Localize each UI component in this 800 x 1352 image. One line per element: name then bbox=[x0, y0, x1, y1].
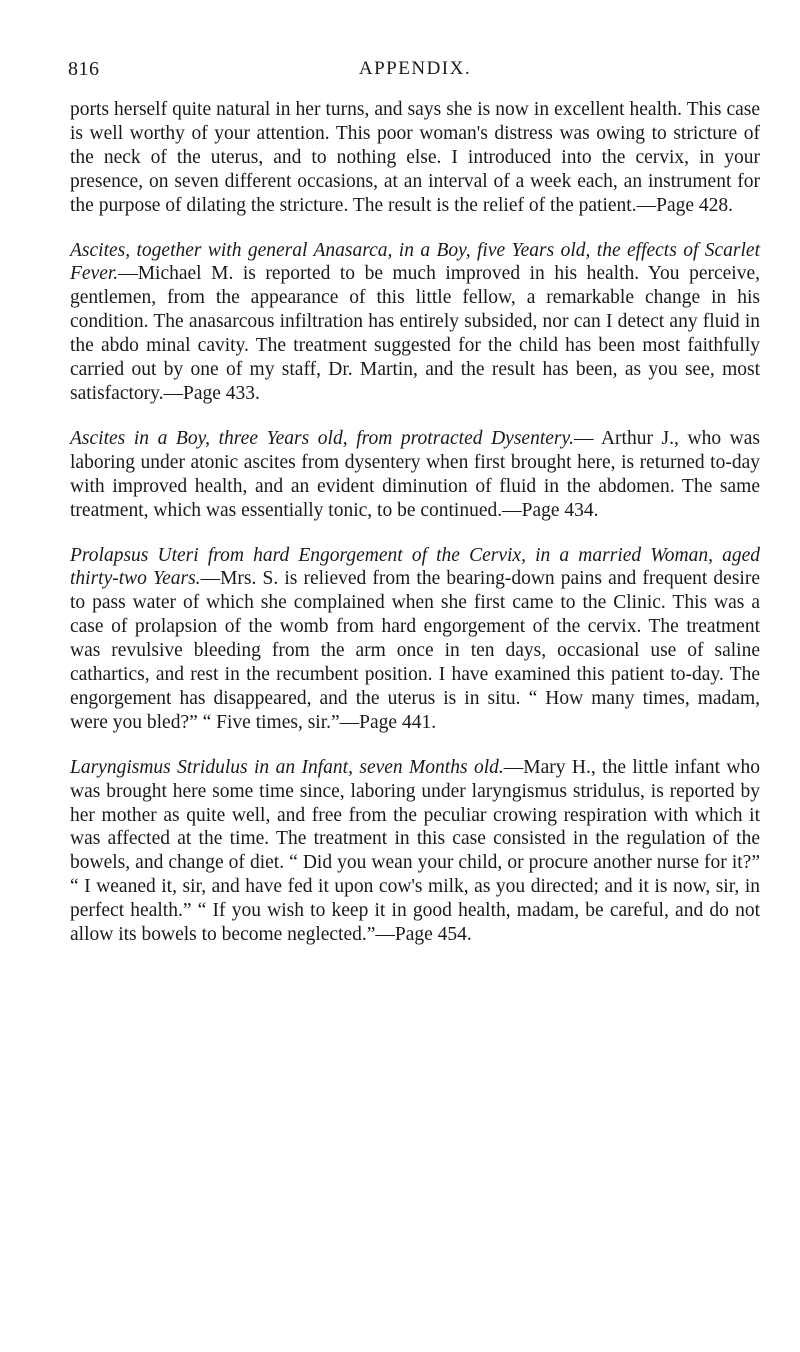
paragraph-body: ports herself quite natural in her turns, and says she is now in excellent health. This case is well worthy of your attention. This poor woman's distress was owing to stricture of the neck of the uterus, and to nothing else. I introduced into the cervix, in your presence, on seven different occasions, at an interval of a week each, an instrument for the purpose of dilating the stricture. The result is the relief of the patient.—Page 428. bbox=[70, 99, 760, 216]
case-heading: Ascites, together with general Anasarca, in a Boy, five Years old, the effects of Scarlet Fever. bbox=[70, 239, 760, 285]
paragraph-continuation bbox=[70, 98, 760, 218]
case-body: —Mrs. S. is relieved from the bearing-down pains and frequent desire to pass water of which she complained when she first came to the Clinic. This was a case of prolapsion of the womb from hard engorgement of the cervix. The treatment was revulsive bleeding from the arm once in ten days, occasional use of saline cathartics, and rest in the recumbent position. I have examined this patient to-day. The engorgement has disappeared, and the uterus is in situ. “ How many times, madam, were you bled?” “ Five times, sir.”—Page 441. bbox=[70, 568, 760, 733]
case-heading: Prolapsus Uteri from hard Engorgement of the Cervix, in a married Woman, aged thirty-two Years. bbox=[70, 544, 760, 590]
book-page bbox=[70, 58, 760, 947]
page-number: 816 bbox=[68, 58, 100, 80]
case-body: —Mary H., the little infant who was brought here some time since, laboring under laryngismus stridulus, is reported by her mother as quite well, and free from the peculiar crowing respiration with which it was affected at the time. The treatment in this case consisted in the regulation of the bowels, and change of diet. “ Did you wean your child, or procure another nurse for it?” “ I weaned it, sir, and have fed it upon cow's milk, as you directed; and it is now, sir, in perfect health.” “ If you wish to keep it in good health, madam, be careful, and do not allow its bowels to become neglected.”—Page 454. bbox=[70, 756, 760, 946]
case-entry-prolapsus-uteri bbox=[70, 544, 760, 735]
case-entry-ascites-anasarca bbox=[70, 239, 760, 406]
case-heading: Laryngismus Stridulus in an Infant, seven Months old. bbox=[70, 756, 504, 778]
page-header bbox=[70, 58, 760, 98]
case-entry-laryngismus bbox=[70, 756, 760, 947]
case-body: —Michael M. is reported to be much improved in his health. You perceive, gentlemen, from the appearance of this little fellow, a remarkable change in his condition. The anasarcous infiltration has entirely subsided, nor can I detect any fluid in the abdo minal cavity. The treatment suggested for the child has been most faithfully carried out by one of my staff, Dr. Martin, and the result has been, as you see, most satisfactory.—Page 433. bbox=[70, 263, 760, 404]
case-heading: Ascites in a Boy, three Years old, from protracted Dysentery. bbox=[70, 427, 574, 449]
case-entry-ascites-dysentery bbox=[70, 427, 760, 523]
case-body: — Arthur J., who was laboring under atonic ascites from dysentery when first brought here, is returned to-day with improved health, and an evident diminution of fluid in the abdomen. The same treatment, which was essentially tonic, to be continued.—Page 434. bbox=[70, 427, 760, 521]
running-head: APPENDIX. bbox=[358, 58, 472, 79]
